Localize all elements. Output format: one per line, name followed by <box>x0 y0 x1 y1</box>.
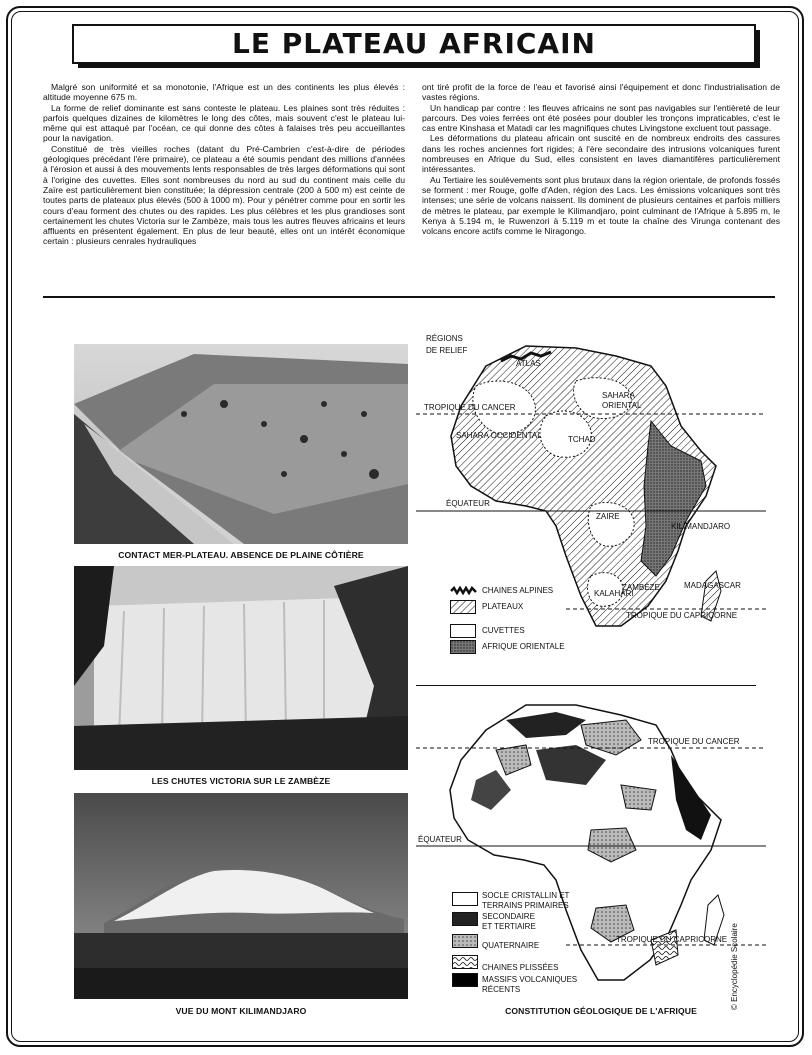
label-sahara-occidental: SAHARA OCCIDENTAL <box>456 431 542 440</box>
text-column-right <box>422 82 780 236</box>
label-equateur: ÉQUATEUR <box>446 499 490 508</box>
paragraph: Les déformations du plateau africain ont suscité en de nombreux endroits des cassures dans les roches anciennes fort rigides; à l'ère secondaire des intrusions volcaniques furent nombreuses en Afrique du Sud, elles consistent en laves diamantifères particulièrement intéressantes. <box>422 133 780 175</box>
photo-coast-cliffs-image <box>74 344 408 544</box>
geo-patch-quaternary <box>621 785 656 810</box>
legend-label-socle-2: TERRAINS PRIMAIRES <box>482 901 569 910</box>
legend-label-volcaniques-1: MASSIFS VOLCANIQUES <box>482 975 578 984</box>
legend-label-volcaniques-2: RÉCENTS <box>482 985 521 994</box>
legend-label-socle-1: SOCLE CRISTALLIN ET <box>482 891 570 900</box>
title-shadow-right <box>756 30 760 68</box>
paragraph: La forme de relief dominante est sans conteste le plateau. Les plaines sont très réduites : parfois quelques dizaines de kilomètres le long des côtes, mais souvent c'est le plateau lui-même qui est attaqué par l'océan, ce qui donne des côtes à falaises très peu accueillantes pour la navigation. <box>43 102 405 144</box>
legend-swatch-alpine <box>450 586 478 596</box>
label-tchad: TCHAD <box>568 435 596 444</box>
label-tropique-cancer-geo: TROPIQUE DU CANCER <box>648 737 740 746</box>
label-kalahari: KALAHARI <box>594 589 634 598</box>
map1-title-line2: DE RELIEF <box>426 346 468 355</box>
photo-victoria-falls <box>74 566 408 770</box>
label-atlas: ATLAS <box>516 359 541 368</box>
label-sahara-oriental-1: SAHARA <box>602 391 635 400</box>
legend-swatch-afrique-orientale <box>450 640 476 654</box>
label-madagascar: MADAGASCAR <box>684 581 741 590</box>
legend-label-quaternaire: QUATERNAIRE <box>482 941 540 950</box>
title-box <box>72 24 756 64</box>
legend-swatch-quaternaire <box>452 934 478 948</box>
label-zaire: ZAIRE <box>596 512 620 521</box>
paragraph: Malgré son uniformité et sa monotonie, l'Afrique est un des continents les plus élevés : altitude moyenne 675 m. <box>43 82 405 103</box>
photo-victoria-falls-image <box>74 566 408 770</box>
caption-map2: CONSTITUTION GÉOLOGIQUE DE L'AFRIQUE <box>505 1006 697 1016</box>
legend-label-chaines: CHAINES PLISSÉES <box>482 963 559 972</box>
caption-photo1: CONTACT MER-PLATEAU. ABSENCE DE PLAINE CÔTIÈRE <box>118 550 364 560</box>
text-column-left <box>43 82 405 247</box>
title-shadow-bottom <box>78 64 760 68</box>
credit-text: © Encyclopédie Scolaire <box>730 923 739 1010</box>
legend-label-plateaux: PLATEAUX <box>482 602 524 611</box>
photo-coast-cliffs <box>74 344 408 544</box>
legend-label-cuvettes: CUVETTES <box>482 626 525 635</box>
map1-title-line1: RÉGIONS <box>426 334 463 343</box>
photo-kilimanjaro <box>74 793 408 999</box>
label-zambeze: ZAMBÈZE <box>622 583 660 592</box>
legend-swatch-socle <box>452 892 478 906</box>
map-divider <box>416 685 756 686</box>
legend-swatch-cuvettes <box>450 624 476 638</box>
legend-swatch-secondaire <box>452 912 478 926</box>
label-sahara-oriental-2: ORIENTAL <box>602 401 642 410</box>
legend-swatch-chaines <box>452 955 478 969</box>
label-tropique-capricorne: TROPIQUE DU CAPRICORNE <box>626 611 738 620</box>
paragraph: Au Tertiaire les soulèvements sont plus brutaux dans la région orientale, de profonds fossés se forment : mer Rouge, golfe d'Aden, région des Lacs. Les émissions volcaniques sont très intenses; une série de volcans naissent. Ils dominent de plusieurs centaines et parfois milliers de mètres le plateau, par exemple le Kilimandjaro, point culminant de l'Afrique à 5.895 m, le Kenya à 5.194 m, le Ruwenzori à 5.119 m et toute la chaîne des Virunga contenant des volcans encore actifs comme le Niragongo. <box>422 174 780 237</box>
legend-label-alpine: CHAINES ALPINES <box>482 586 554 595</box>
paragraph: Un handicap par contre : les fleuves africains ne sont pas navigables sur l'entièreté de leur parcours. Des voies ferrées ont été posées pour doubler les tronçons impraticables, c'est le cas entre Kinshasa et Matadi car les magnifiques chutes Livingstone excluent tout passage. <box>422 102 780 134</box>
legend-swatch-volcaniques <box>452 973 478 987</box>
legend-label-secondaire-2: ET TERTIAIRE <box>482 922 536 931</box>
photo-kilimanjaro-image <box>74 793 408 999</box>
paragraph: ont tiré profit de la force de l'eau et favorisé ainsi l'équipement et donc l'industrialisation de vastes régions. <box>422 82 780 103</box>
section-divider <box>43 296 775 298</box>
label-kilimandjaro: KILIMANDJARO <box>671 522 731 531</box>
caption-photo2: LES CHUTES VICTORIA SUR LE ZAMBÈZE <box>151 776 331 786</box>
label-tropique-cancer: TROPIQUE DU CANCER <box>424 403 516 412</box>
page-title: LE PLATEAU AFRICAIN <box>232 27 596 60</box>
legend-swatch-plateaux <box>450 600 476 614</box>
caption-photo3: VUE DU MONT KILIMANDJARO <box>175 1006 307 1016</box>
legend-label-afrique-orientale: AFRIQUE ORIENTALE <box>482 642 565 651</box>
label-tropique-capricorne-geo: TROPIQUE DU CAPRICORNE <box>616 935 728 944</box>
label-equateur-geo: ÉQUATEUR <box>418 835 462 844</box>
paragraph: Constitué de très vieilles roches (datant du Pré-Cambrien c'est-à-dire de périodes géologiques précédant l'ère primaire), ce plateau a été soumis pendant des millions d'années à l'érosion et aussi à des mouvements lents responsables de très larges déformations qui sont à l'origine des cuvettes. Elles sont nombreuses du nord au sud du continent mais celle du Zaïre est particulièrement bien constituée; la dépression centrale (200 à 500 m) est ceinte de toutes parts de plateaux plus élevés (500 à 1000 m). Pour y pénétrer comme pour en sortir les cours d'eau forment des chutes ou des rapides. Les plus célèbres et les plus grandioses sont certainement les chutes Victoria sur le Zambèze, mais tous les autres fleuves africains et leurs affluents en présentent également. En plus de leur beauté, elles ont un intérêt économique certain : plusieurs cenrales hydrauliques <box>43 143 405 247</box>
legend-label-secondaire-1: SECONDAIRE <box>482 912 535 921</box>
